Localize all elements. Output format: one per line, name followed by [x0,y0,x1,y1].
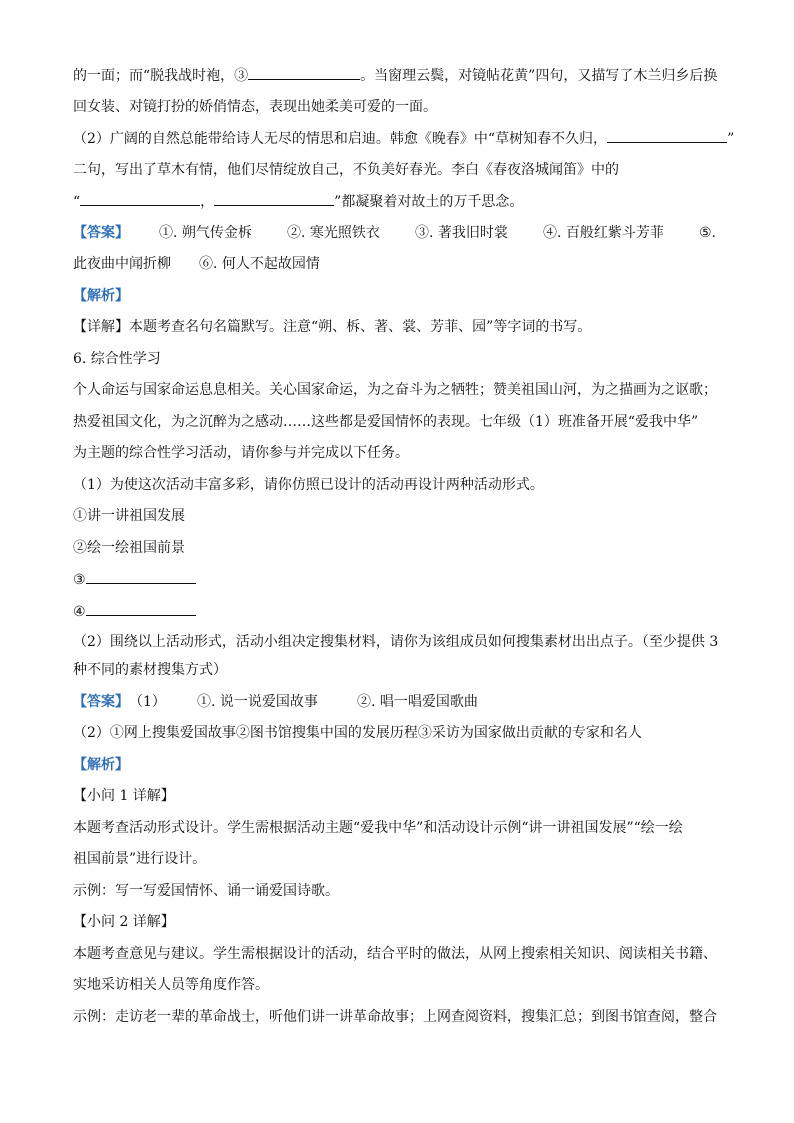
option-number: ④ [73,604,86,620]
answer-item: ③. 著我旧时裳 [415,225,508,241]
example-line: 示例：写一写爱国情怀、诵一诵爱国诗歌。 [73,883,339,899]
example-line: 示例：走访老一辈的革命战士，听他们讲一讲革命故事；上网查阅资料，搜集汇总；到图书馆查阅，整合 [73,1009,717,1025]
text-segment: ” [727,131,735,147]
text-line [73,191,523,212]
answer-item: ①. 说一说爱国故事 [197,694,318,710]
text-segment: （2）广阔的自然总能带给诗人无尽的情思和启迪。韩愈《晚春》中“草树知春不久归， [73,131,608,147]
analysis-label: 【解析】 [73,757,129,773]
sub-question: （1）为使这次活动丰富多彩，请你仿照已设计的活动再设计两种活动形式。 [73,477,544,493]
text-segment: 。当窗理云鬓，对镜帖花黄”四句，又描写了木兰归乡后换 [360,68,718,84]
answer-item: ④. 百般红紫斗芳菲 [543,225,664,241]
text-line [73,128,734,149]
text-segment: 回女装、对镜打扮的娇俏情态，表现出她柔美可爱的一面。 [73,99,437,115]
answer-blank [86,601,196,616]
answer-blank [214,191,334,206]
answer-blank [86,569,196,584]
text-line: 热爱祖国文化，为之沉醉为之感动……这些都是爱国情怀的表现。七年级（1）班准备开展“爱我中华” [73,414,699,430]
analysis-label: 【解析】 [73,288,129,304]
answer-item: ①. 朔气传金柝 [159,225,252,241]
activity-option: ②绘一绘祖国前景 [73,540,185,556]
activity-option: ①讲一讲祖国发展 [73,508,185,524]
text-segment: 二句，写出了草木有情，他们尽情绽放自己，不负美好春光。李白《春夜洛城闻笛》中的 [73,162,619,178]
answer-blank [607,128,727,143]
detail-line: 实地采访相关人员等角度作答。 [73,977,269,993]
answer-line: （2）①网上搜集爱国故事②图书馆搜集中国的发展历程③采访为国家做出贡献的专家和名人 [73,725,642,741]
detail-line: 本题考查意见与建议。学生需根据设计的活动，结合平时的做法，从网上搜索相关知识、阅读相关书籍、 [73,946,717,962]
subquestion-heading: 【小问 1 详解】 [73,788,175,804]
answer-label: 【答案】 [73,694,129,710]
activity-option [73,601,196,622]
detail-line: 【详解】本题考查名句名篇默写。注意“朔、柝、著、裳、芳菲、园”等字词的书写。 [73,319,592,335]
text-line: 为主题的综合性学习活动，请你参与并完成以下任务。 [73,445,409,461]
answer-line [73,223,716,243]
answer-item: ⑥. 何人不起故园情 [199,256,320,272]
text-segment: 的一面；而“脱我战时袍，③ [73,68,249,84]
activity-option [73,569,196,590]
answer-item: 此夜曲中闻折柳 [73,256,171,272]
text-line [73,160,619,180]
question-title: 6. 综合性学习 [73,351,161,367]
text-line [73,65,717,86]
text-line: 个人命运与国家命运息息相关。关心国家命运，为之奋斗为之牺牲；赞美祖国山河，为之描画为之讴歌； [73,382,717,398]
answer-item: ②. 唱一唱爱国歌曲 [357,694,478,710]
answer-line [73,254,320,274]
text-segment: ， [200,194,215,210]
answer-blank [248,65,360,80]
option-number: ③ [73,572,86,588]
detail-line: 祖国前景”进行设计。 [73,851,207,867]
answer-line [73,692,478,712]
text-segment: ”都凝聚着对故土的万千思念。 [334,194,524,210]
answer-item: ②. 寒光照铁衣 [287,225,380,241]
subquestion-heading: 【小问 2 详解】 [73,914,175,930]
detail-line: 本题考查活动形式设计。学生需根据活动主题“爱我中华”和活动设计示例“讲一讲祖国发展”“绘一绘 [73,820,683,836]
text-segment: “ [73,194,81,210]
answer-label: 【答案】 [73,225,129,241]
answer-part: （1） [129,694,166,710]
text-line [73,97,437,117]
sub-question: 种不同的素材搜集方式） [73,662,227,678]
answer-blank [80,191,200,206]
sub-question: （2）围绕以上活动形式，活动小组决定搜集材料，请你为该组成员如何搜集素材出出点子。（至少提供 3 [73,634,719,650]
answer-item: ⑤. [699,225,717,241]
